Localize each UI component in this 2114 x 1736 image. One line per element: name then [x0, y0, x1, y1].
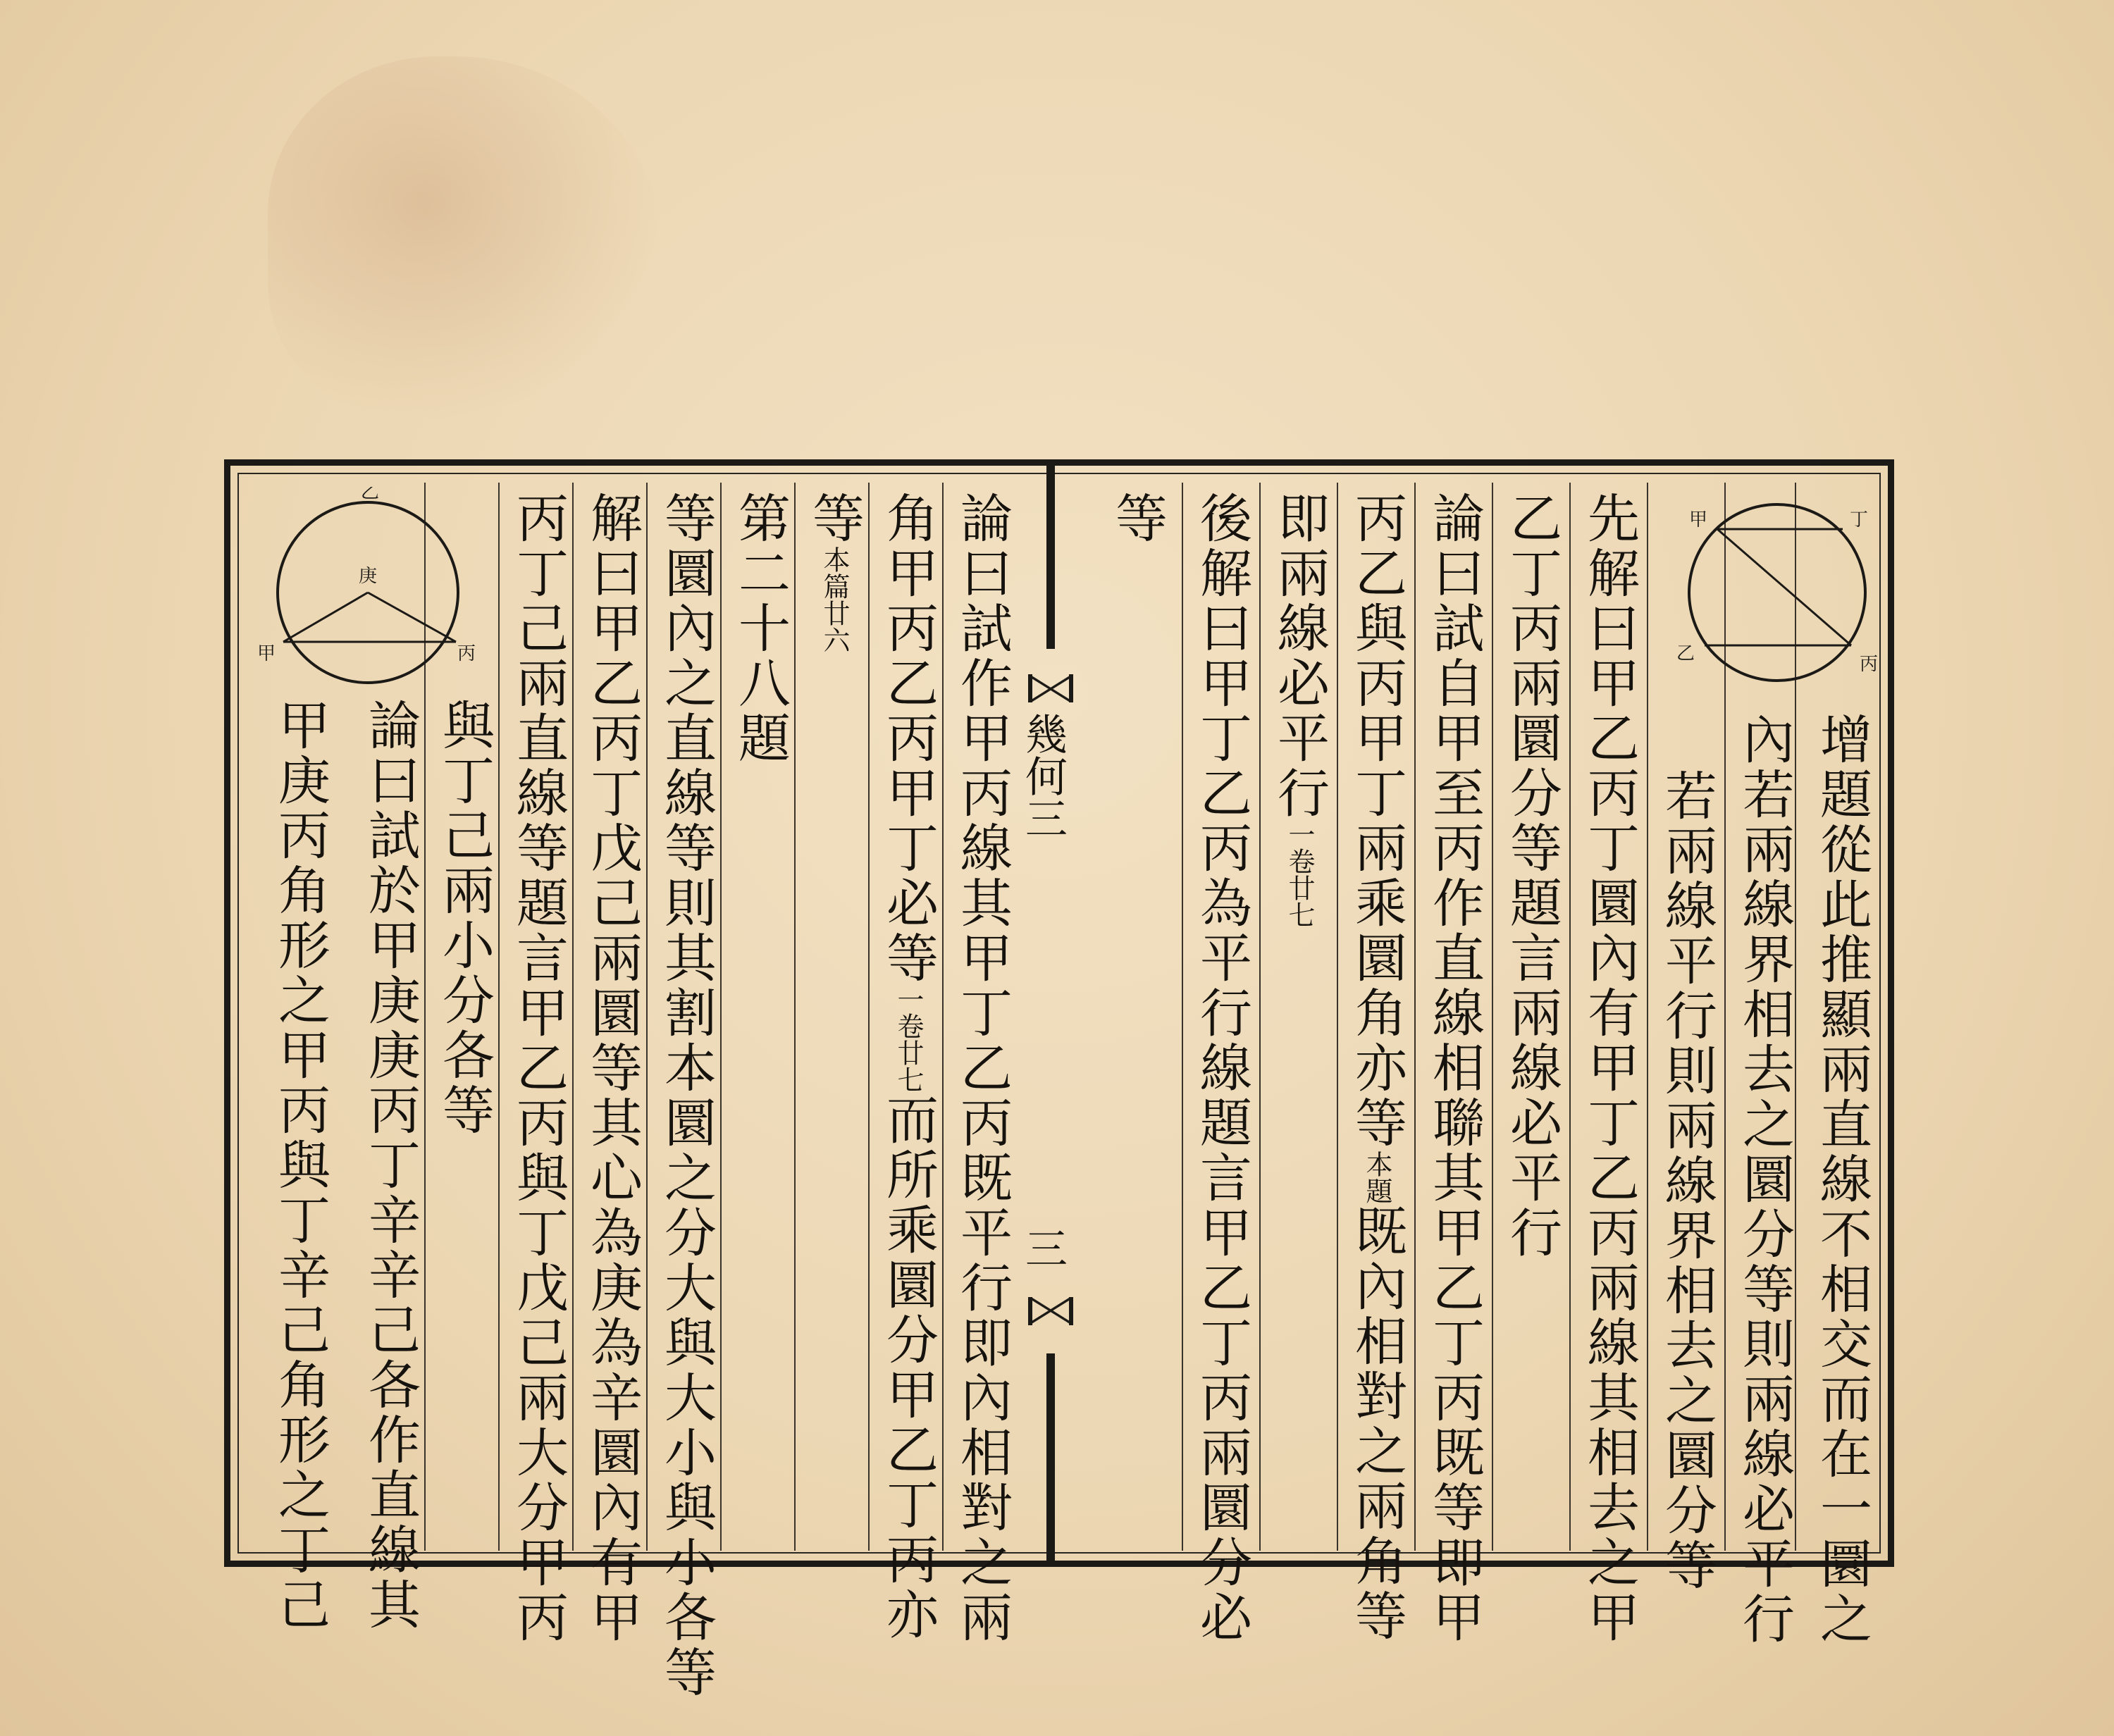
fishtail-mark: [1028, 1297, 1073, 1325]
column-rule: [1569, 483, 1571, 1551]
column-rule: [794, 483, 796, 1551]
fishtail-mark: [1028, 674, 1073, 702]
text-column: 甲庚丙角形之甲丙與丁辛己角形之丁己: [270, 698, 330, 1632]
text-column: 論曰試自甲至丙作直線相聯其甲乙丁丙既等即甲: [1424, 491, 1485, 1645]
center-margin: [1018, 466, 1083, 1561]
column-text: 而所乘圜分甲乙丁丙亦: [878, 1093, 939, 1642]
column-text: 即兩線必平行: [1269, 491, 1330, 821]
text-column: 丙丁己兩直線等題言甲乙丙與丁戊己兩大分甲丙: [508, 491, 569, 1645]
column-rule: [498, 483, 500, 1551]
column-rule: [720, 483, 722, 1551]
diagram-label: 甲: [257, 643, 276, 664]
text-column: [878, 491, 939, 1642]
interlinear-note: 一卷廿七: [1284, 821, 1315, 928]
text-column: 與丁己兩小分各等: [434, 698, 495, 1138]
diagram-label: 甲: [1689, 509, 1708, 531]
column-rule: [1414, 483, 1416, 1551]
diagram-label: 丙: [1860, 654, 1879, 675]
text-column: 乙丁丙兩圜分等題言兩線必平行: [1502, 491, 1562, 1260]
column-text: 等: [804, 491, 865, 546]
diagram-label: 丁: [1850, 509, 1869, 531]
text-column: 論曰試於甲庚庚丙丁辛辛己各作直線其: [360, 698, 421, 1632]
text-column: 內若兩線界相去之圜分等則兩線必平行: [1734, 712, 1795, 1647]
column-rule: [1182, 483, 1183, 1551]
diagram-parallel-chords: [1661, 487, 1893, 698]
column-rule: [1492, 483, 1493, 1551]
column-rule: [942, 483, 944, 1551]
center-bar: [1046, 466, 1055, 649]
text-column: 先解曰甲乙丙丁圜內有甲丁乙丙兩線其相去之甲: [1579, 491, 1640, 1645]
water-stain: [268, 56, 662, 423]
column-text: 丙乙與丙甲丁兩乘圜角亦等: [1347, 491, 1407, 1151]
text-column: [804, 491, 865, 653]
column-rule: [1337, 483, 1338, 1551]
column-rule: [646, 483, 648, 1551]
text-column: 增題從此推顯兩直線不相交而在一圜之: [1812, 712, 1872, 1647]
text-column: 解曰甲乙丙丁戊己兩圜等其心為庚為辛圜內有甲: [582, 491, 643, 1645]
book-title: 幾何三: [1018, 712, 1068, 839]
interlinear-note: 本題: [1361, 1151, 1392, 1204]
text-column: [1347, 491, 1407, 1644]
text-column: 等: [1107, 491, 1168, 546]
column-rule: [1259, 483, 1261, 1551]
printed-frame: [224, 459, 1894, 1700]
section-heading: 第二十八題: [730, 491, 791, 766]
text-column: 等圜內之直線等則其割本圜之分大與大小與小各等: [656, 491, 717, 1700]
text-column: 若兩線平行則兩線界相去之圜分等: [1657, 769, 1717, 1593]
column-rule: [572, 483, 574, 1551]
column-rule: [868, 483, 870, 1551]
text-column: [1269, 491, 1330, 928]
diagram-label: 乙: [1676, 643, 1695, 664]
folio-number: 三: [1018, 1227, 1068, 1269]
diagram-label: 乙: [361, 487, 380, 503]
center-bar: [1046, 1353, 1055, 1565]
interlinear-note: 一卷廿七: [893, 986, 924, 1093]
diagram-circle-triangle: [252, 487, 484, 691]
column-text: 既內相對之兩角等: [1347, 1204, 1407, 1644]
text-column: 後解曰甲丁乙丙為平行線題言甲乙丁丙兩圜分必: [1192, 491, 1252, 1645]
column-rule: [1647, 483, 1648, 1551]
diagram-label: 丙: [457, 643, 476, 664]
diagram-label: 庚: [359, 566, 378, 587]
interlinear-note: 本篇廿六: [819, 546, 850, 653]
text-column: 論曰試作甲丙線其甲丁乙丙既平行即內相對之兩: [952, 491, 1013, 1645]
column-text: 角甲丙乙丙甲丁必等: [878, 491, 939, 986]
